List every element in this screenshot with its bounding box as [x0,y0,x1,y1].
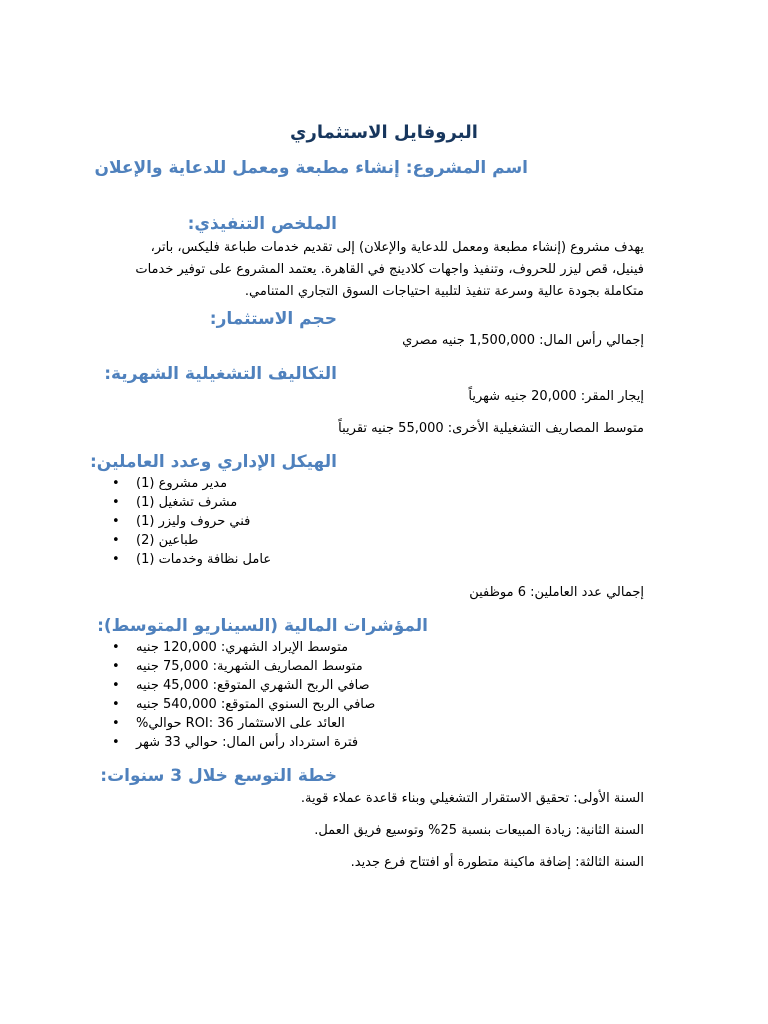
executive-summary-heading: الملخص التنفيذي: [187,214,337,234]
list-item: • متوسط الإيراد الشهري: 120,000 جنيه [112,640,349,655]
list-item: • متوسط المصاريف الشهرية: 75,000 جنيه [112,659,363,674]
staff-total-text: إجمالي عدد العاملين: 6 موظفين [469,585,644,600]
year-two-text: السنة الثانية: زيادة المبيعات بنسبة 25% وتوسيع فريق العمل. [314,823,644,838]
list-item: • عامل نظافة وخدمات (1) [112,552,272,567]
summary-line: متكاملة بجودة عالية وسرعة تنفيذ لتلبية احتياجات السوق التجاري المتنامي. [244,284,644,299]
executive-summary-text [80,237,644,303]
financials-list [112,638,376,752]
summary-line: فينيل، قص ليزر للحروف، وتنفيذ واجهات كلادينج في القاهرة. يعتمد المشروع على توفير خدمات [135,262,644,277]
list-item: • صافي الربح السنوي المتوقع: 540,000 جنيه [112,697,376,712]
list-item: • صافي الربح الشهري المتوقع: 45,000 جنيه [112,678,370,693]
other-costs-text: متوسط المصاريف التشغيلية الأخرى: 55,000 جنيه تقريباً [338,421,644,436]
document-title: البروفايل الاستثماري [290,122,478,143]
list-item: • العائد على الاستثمار ROI: 36 حوالي% [112,716,345,731]
monthly-costs-heading: التكاليف التشغيلية الشهرية: [104,364,337,384]
investment-size-heading: حجم الاستثمار: [209,309,337,329]
financials-heading: المؤشرات المالية (السيناريو المتوسط): [97,616,428,636]
list-item: • فترة استرداد رأس المال: حوالي 33 شهر [112,735,359,750]
list-item: • طباعين (2) [112,533,199,548]
year-one-text: السنة الأولى: تحقيق الاستقرار التشغيلي وبناء قاعدة عملاء قوية. [300,791,644,806]
list-item: • مشرف تشغيل (1) [112,495,238,510]
list-item: • مدير مشروع (1) [112,476,228,491]
list-item: • فني حروف وليزر (1) [112,514,251,529]
year-three-text: السنة الثالثة: إضافة ماكينة متطورة أو افتتاح فرع جديد. [350,855,644,870]
summary-line: يهدف مشروع (إنشاء مطبعة ومعمل للدعاية والإعلان) إلى تقديم خدمات طباعة فليكس، باتر، [150,240,644,255]
staff-heading: الهيكل الإداري وعدد العاملين: [89,452,337,472]
staff-list [112,474,312,569]
total-capital-text: إجمالي رأس المال: 1,500,000 جنيه مصري [402,333,644,348]
rent-text: إيجار المقر: 20,000 جنيه شهرياً [468,389,644,404]
expansion-heading: خطة التوسع خلال 3 سنوات: [100,766,337,786]
project-name: اسم المشروع: إنشاء مطبعة ومعمل للدعاية والإعلان [94,158,528,178]
